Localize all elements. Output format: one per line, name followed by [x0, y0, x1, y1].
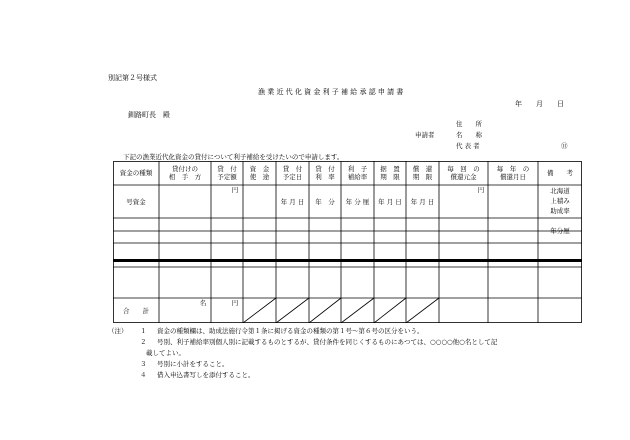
remarks-value: 北海道 上積み 助成率 年分厘: [550, 187, 570, 235]
header-loan-rate: 貸 付 利 率: [315, 165, 335, 181]
note-1-text: 資金の種類欄は、助成法施行令第１条に掲げる資金の種類の第１号～第６号の区分をいう。: [157, 327, 424, 335]
header-repayment-period: 償 還 期 限: [412, 165, 433, 181]
header-annual-repay-date: 毎 年 の 償還月日: [496, 165, 530, 181]
total-yen-unit: 円: [231, 299, 239, 307]
header-loan-date: 貸 付 予定日: [282, 165, 303, 181]
header-fund-use: 資 金 使 途: [249, 165, 270, 181]
note-2-no: ２: [140, 338, 147, 346]
applicant-rep-label: 代 表 者: [456, 142, 480, 150]
applicant-address-label: 住 所: [456, 120, 482, 128]
header-grace-period: 据 置 期 限: [380, 165, 400, 181]
addressee: 釧路町長 殿: [128, 111, 170, 119]
intro-text: 下記の漁業近代化資金の貸付について利子補給を受けたいので申請します。: [123, 153, 344, 161]
date-field: 年 月 日: [515, 100, 564, 108]
unit-yen-principal: 円: [477, 186, 485, 194]
applicant-label: 申請者: [415, 131, 435, 139]
form-number: 別記第２号様式: [108, 74, 157, 82]
note-4-no: ４: [140, 371, 147, 379]
header-fund-type: 資金の種類: [119, 169, 153, 177]
table-grid: [113, 161, 582, 323]
fund-kind-value: 号資金: [126, 198, 146, 206]
seal-mark: ⑪: [561, 142, 568, 150]
loan-rate-value: 年 分: [315, 198, 335, 206]
note-3-text: 号別に小計をすること。: [157, 360, 229, 368]
note-3-no: ３: [140, 360, 147, 368]
document-title: 漁 業 近 代 化 資 金 利 子 補 給 承 認 申 請 書: [258, 88, 404, 96]
header-remarks: 備 考: [547, 169, 573, 177]
total-label: 合 計: [123, 307, 149, 315]
loan-date-value: 年 月 日: [280, 198, 305, 206]
note-1-no: １: [140, 327, 147, 335]
applicant-name-label: 名 称: [456, 131, 482, 139]
header-principal-each: 毎 回 の 償還元金: [447, 165, 480, 181]
header-subsidy-rate: 利 子 補給率: [347, 165, 368, 181]
subsidy-rate-value: 年 分 厘: [345, 198, 370, 206]
grace-period-value: 年 月 日: [378, 198, 402, 206]
header-borrower: 貸付けの 相 手 方: [168, 165, 202, 181]
note-4-text: 借入申込書写しを添付すること。: [157, 371, 255, 379]
repayment-period-value: 年 月 日: [410, 198, 435, 206]
application-table: [113, 161, 582, 323]
unit-yen-amount: 円: [231, 186, 239, 194]
header-loan-amount: 貸 付 予定額: [217, 165, 237, 181]
note-2-text: 号別、利子補給率別個人別に記載するものとするが、貸付条件を同じくするものにあつては、○○○○他○名として記: [157, 338, 498, 346]
note-2-cont: 載してよい。: [146, 349, 185, 357]
total-count-unit: 名: [199, 299, 207, 307]
notes-head: （注）: [108, 327, 128, 335]
